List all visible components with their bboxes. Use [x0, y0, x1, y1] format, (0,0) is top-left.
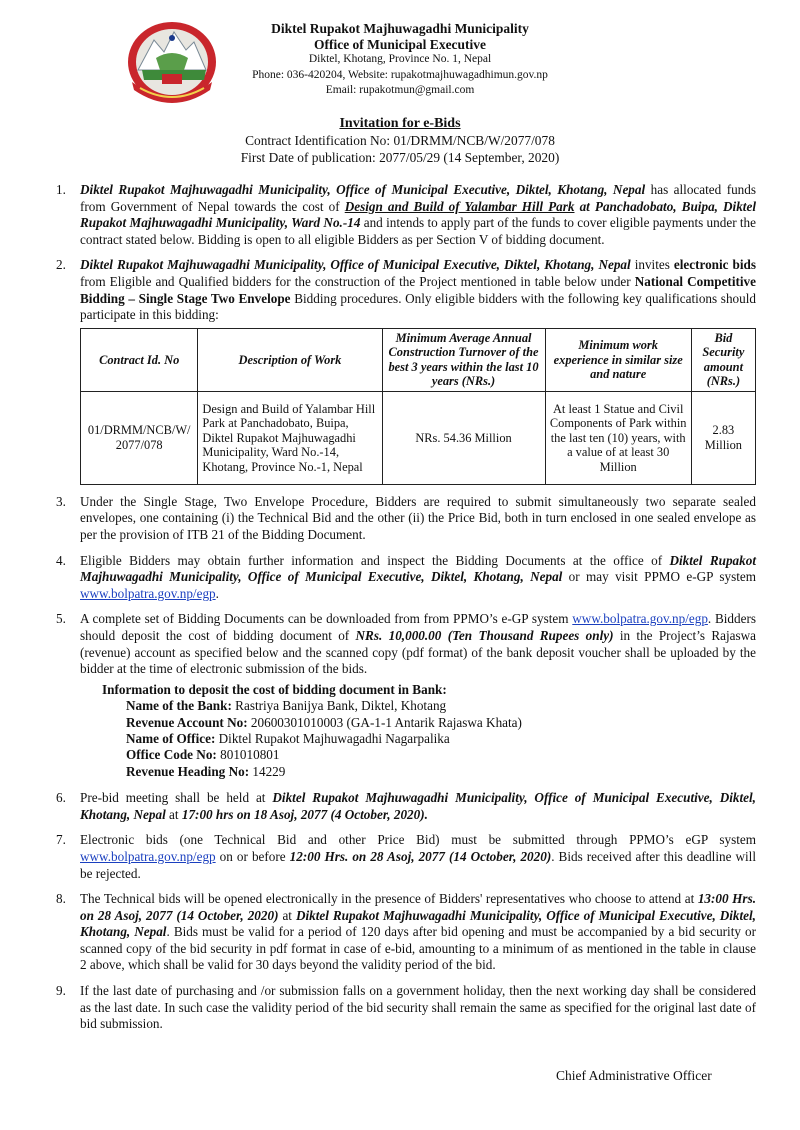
- bank-label: Name of Office:: [126, 730, 216, 746]
- table-cell: At least 1 Statue and Civil Components of Park within the last ten (10) years, with a value of at least 30 Million: [545, 391, 691, 484]
- table-header: Bid Security amount (NRs.): [691, 328, 755, 391]
- clause-7: [50, 832, 756, 882]
- table-header: Minimum work experience in similar size and nature: [545, 328, 691, 391]
- submission-deadline: 12:00 Hrs. on 28 Asoj, 2077 (14 October, 2020): [289, 848, 552, 864]
- table-cell: 01/DRMM/NCB/W/ 2077/078: [81, 391, 198, 484]
- contract-id: Contract Identification No: 01/DRMM/NCB/W/2077/078: [245, 133, 555, 148]
- clause-text: Diktel Rupakot Majhuwagadhi Municipality, Office of Municipal Executive, Diktel, Khotang, Nepal: [80, 552, 756, 585]
- bid-table: [80, 328, 756, 485]
- clause-number: 9.: [56, 983, 66, 999]
- bank-info-heading: Information to deposit the cost of bidding document in Bank:: [102, 681, 447, 697]
- clause-text: Eligible Bidders may obtain further information and inspect the Bidding Documents at the office of: [80, 552, 670, 568]
- bank-value: 801010801: [216, 747, 280, 763]
- bank-value: Diktel Rupakot Majhuwagadhi Nagarpalika: [215, 730, 450, 746]
- bank-row: [102, 731, 756, 747]
- clause-text: Diktel Rupakot Majhuwagadhi Municipality, Office of Municipal Executive, Diktel, Khotang, Nepal: [80, 182, 646, 197]
- bank-label: Office Code No:: [126, 747, 217, 763]
- egp-link[interactable]: www.bolpatra.gov.np/egp: [572, 611, 708, 627]
- table-header: Contract Id. No: [81, 328, 198, 391]
- signature-title: Chief Administrative Officer: [556, 1068, 712, 1083]
- address: Diktel, Khotang, Province No. 1, Nepal: [308, 53, 492, 65]
- bank-value: Rastriya Banijya Bank, Diktel, Khotang: [231, 698, 447, 714]
- table-cell: 2.83 Million: [691, 391, 755, 484]
- clause-number: 1.: [56, 182, 66, 197]
- publication-date: First Date of publication: 2077/05/29 (14 September, 2020): [240, 150, 560, 165]
- clause-number: 3.: [56, 493, 66, 509]
- clause-text: Pre-bid meeting shall be held at: [80, 790, 273, 806]
- clause-text: If the last date of purchasing and /or submission falls on a government holiday, then the next working day shall be considered as the last date. In such case the validity period of the bid security shall remain the same as specified for the original last date of bid submission.: [80, 983, 756, 1032]
- clause-text: at: [165, 806, 182, 822]
- office-name: Office of Municipal Executive: [313, 36, 487, 52]
- clause-8: [50, 891, 756, 974]
- clause-text: Diktel Rupakot Majhuwagadhi Municipality, Office of Municipal Executive, Diktel, Khotang, Nepal: [80, 790, 756, 822]
- notice-body: [50, 182, 756, 1042]
- clause-text: at Panchadobato, Buipa, Diktel Rupakot Majhuwagadhi Municipality, Ward No.-14: [80, 198, 756, 231]
- letterhead: [0, 21, 800, 99]
- table-cell: Design and Build of Yalambar Hill Park at Panchadobato, Buipa, Diktel Rupakot Majhuwagadhi Municipality, Ward No.-14, Khotang, Province No.-1, Nepal: [198, 391, 382, 484]
- clause-2: [50, 257, 756, 484]
- clause-text: . Bidders should deposit the cost of bidding document of: [80, 611, 756, 643]
- clause-1: [50, 182, 756, 248]
- clause-text: Electronic bids (one Technical Bid and other Price Bid) must be submitted through PPMO’s eGP system: [80, 832, 756, 848]
- email: Email: rupakotmun@gmail.com: [325, 84, 475, 96]
- bank-label: Revenue Heading No:: [126, 763, 250, 779]
- phone-website: Phone: 036-420204, Website: rupakotmajhuwagadhimun.gov.np: [252, 68, 548, 81]
- clause-text: or may visit PPMO e-GP system: [562, 569, 756, 585]
- clause-number: 8.: [56, 891, 66, 907]
- clause-6: [50, 790, 756, 823]
- bid-opening-time: 13:00 Hrs. on 28 Asoj, 2077 (14 October, 2020): [80, 891, 756, 923]
- clause-9: [50, 983, 756, 1033]
- clause-text: in the Project’s Rajaswa (revenue) account as specified below and the scanned copy (pdf format) of the bank deposit voucher shall be uploaded by the bidder at the time of electronic submission of the bids.: [80, 627, 756, 677]
- bank-info: [50, 682, 756, 780]
- clause-number: 7.: [56, 832, 66, 848]
- bank-label: Name of the Bank:: [126, 698, 232, 714]
- table-header: Description of Work: [198, 328, 382, 391]
- clause-text: A complete set of Bidding Documents can be downloaded from from PPMO’s e-GP system: [80, 611, 573, 627]
- clause-4: [50, 553, 756, 603]
- document-fee: NRs. 10,000.00 (Ten Thousand Rupees only): [355, 627, 614, 643]
- clause-text: The Technical bids will be opened electronically in the presence of Bidders' representatives who choose to attend at: [80, 891, 698, 907]
- bank-label: Revenue Account No:: [126, 714, 248, 730]
- egp-link[interactable]: www.bolpatra.gov.np/egp: [80, 585, 216, 601]
- bank-row: [102, 715, 756, 731]
- table-cell: NRs. 54.36 Million: [382, 391, 545, 484]
- table-header-row: [81, 328, 756, 391]
- clause-text: invites: [630, 257, 674, 273]
- table-row: [81, 391, 756, 484]
- clause-text: .: [215, 585, 219, 601]
- clause-text: on or before: [215, 848, 290, 864]
- clause-text: has allocated funds from Government of Nepal towards the cost of: [80, 182, 756, 214]
- clause-text: electronic bids: [673, 257, 756, 273]
- clause-5: [50, 611, 756, 677]
- municipality-name: Diktel Rupakot Majhuwagadhi Municipality: [271, 21, 529, 36]
- clause-text: Diktel Rupakot Majhuwagadhi Municipality, Office of Municipal Executive, Diktel, Khotang, Nepal: [80, 907, 756, 940]
- clause-text: . Bids must be valid for a period of 120 days after bid opening and must be accompanied by a bid security or scanned copy of the bid security in pdf format in case of e-bid, amounting to a minimum of as mentioned in the table in clause 2 above, which shall be valid for 30 days beyond the validity period of the bid.: [80, 924, 756, 973]
- clause-text: Under the Single Stage, Two Envelope Procedure, Bidders are required to submit simultaneously two separate sealed envelopes, one containing (i) the Technical Bid and the other (ii) the Price Bid, both in turn enclosed in one sealed envelope as per the provision of ITB 21 of the Bidding Document.: [80, 493, 756, 542]
- clause-text: Bidding procedures. Only eligible bidders with the following key qualifications should participate in this bidding:: [80, 290, 756, 323]
- notice-title: Invitation for e-Bids: [339, 116, 461, 131]
- clause-text: and intends to apply part of the funds to cover eligible payments under the contract stated below. Bidding is open to all eligible Bidders as per Section V of bidding document.: [80, 215, 756, 247]
- table-header: Minimum Average Annual Construction Turnover of the best 3 years within the last 10 years (NRs.): [382, 328, 545, 391]
- bank-row: [102, 698, 756, 714]
- clause-3: [50, 494, 756, 544]
- clause-text: from Eligible and Qualified bidders for the construction of the Project mentioned in table below under: [80, 273, 635, 289]
- bank-row: [102, 764, 756, 780]
- clause-text: . Bids received after this deadline will be rejected.: [80, 848, 757, 881]
- prebid-meeting-time: 17:00 hrs on 18 Asoj, 2077 (4 October, 2020).: [181, 806, 428, 822]
- notice-title-block: [0, 115, 800, 166]
- bank-row: [102, 747, 756, 763]
- clause-text: at: [278, 907, 296, 923]
- clause-number: 6.: [56, 790, 66, 806]
- clause-text: Diktel Rupakot Majhuwagadhi Municipality, Office of Municipal Executive, Diktel, Khotang, Nepal: [80, 257, 631, 273]
- egp-link[interactable]: www.bolpatra.gov.np/egp: [80, 848, 216, 864]
- clause-number: 5.: [56, 611, 66, 627]
- clause-number: 4.: [56, 552, 66, 568]
- clause-number: 2.: [56, 257, 66, 273]
- project-name: Design and Build of Yalambar Hill Park: [344, 198, 575, 214]
- clause-text: National Competitive Bidding – Single Stage Two Envelope: [80, 273, 756, 306]
- bank-value: 20600301010003 (GA-1-1 Antarik Rajaswa Khata): [247, 714, 522, 730]
- bank-value: 14229: [249, 763, 286, 779]
